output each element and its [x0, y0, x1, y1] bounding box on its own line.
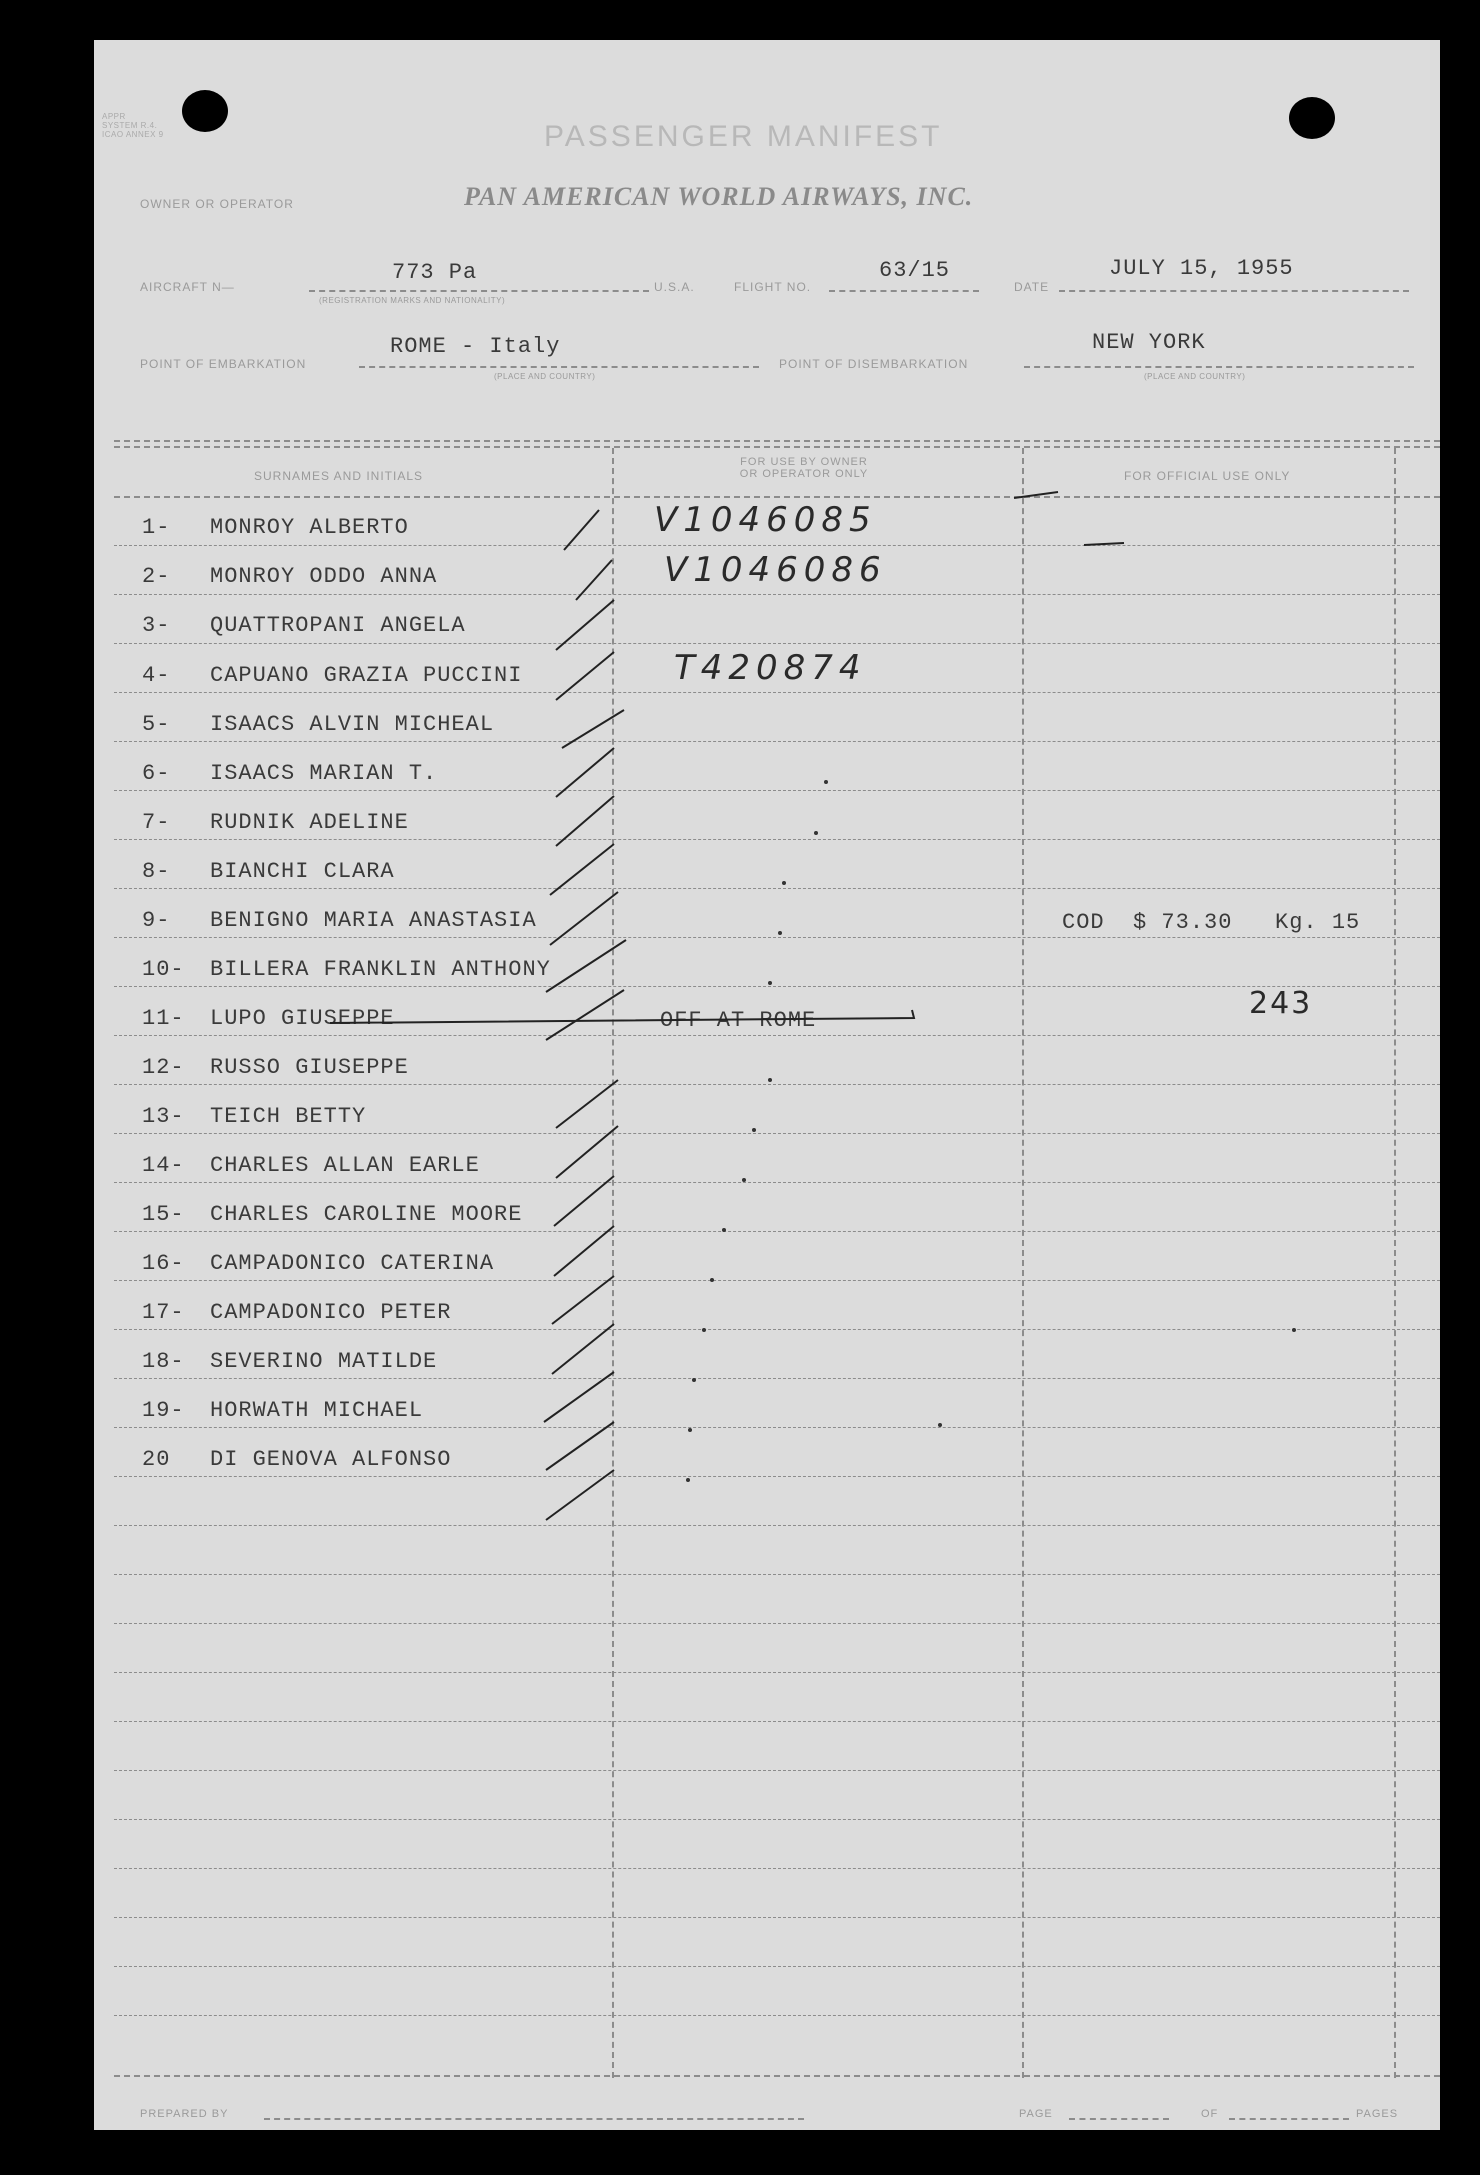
passenger-name: LUPO GIUSEPPE — [210, 1006, 395, 1031]
embarkation-value: ROME - Italy — [390, 334, 561, 359]
passenger-name: CHARLES ALLAN EARLE — [210, 1153, 480, 1178]
page-label: PAGE — [1019, 2108, 1053, 2120]
row-number: 19- — [142, 1398, 185, 1423]
owner-entry: OFF AT ROME — [660, 1008, 817, 1033]
col-header-official: FOR OFFICIAL USE ONLY — [1124, 469, 1291, 483]
owner-entry: T420874 — [674, 648, 867, 688]
passenger-name: CAMPADONICO PETER — [210, 1300, 452, 1325]
passenger-name: QUATTROPANI ANGELA — [210, 613, 466, 638]
row-number: 15- — [142, 1202, 185, 1227]
passenger-name: DI GENOVA ALFONSO — [210, 1447, 452, 1472]
date-label: DATE — [1014, 280, 1050, 294]
row-number: 20 — [142, 1447, 171, 1472]
row-number: 2- — [142, 564, 171, 589]
passenger-name: TEICH BETTY — [210, 1104, 367, 1129]
row-number: 18- — [142, 1349, 185, 1374]
passenger-name: CHARLES CAROLINE MOORE — [210, 1202, 523, 1227]
field-line — [1069, 2118, 1169, 2120]
passenger-name: RUSSO GIUSEPPE — [210, 1055, 409, 1080]
pen-marks — [94, 40, 1440, 2130]
passenger-name: MONROY ALBERTO — [210, 515, 409, 540]
flight-no-label: FLIGHT NO. — [734, 280, 812, 294]
row-number: 10- — [142, 957, 185, 982]
passenger-name: SEVERINO MATILDE — [210, 1349, 438, 1374]
embarkation-label: POINT OF EMBARKATION — [140, 357, 307, 371]
registration-value: 773 Pa — [392, 260, 478, 285]
row-number: 1- — [142, 515, 171, 540]
owner-entry: V1046085 — [654, 500, 877, 540]
row-number: 16- — [142, 1251, 185, 1276]
usa-label: U.S.A. — [654, 280, 695, 294]
place-caption: (PLACE AND COUNTRY) — [494, 372, 596, 381]
row-number: 13- — [142, 1104, 185, 1129]
date-value: JULY 15, 1955 — [1109, 256, 1294, 281]
col-header-surnames: SURNAMES AND INITIALS — [254, 469, 424, 483]
airline-name: PAN AMERICAN WORLD AIRWAYS, INC. — [464, 182, 974, 211]
tick-dots — [686, 780, 1296, 1482]
row-number: 5- — [142, 712, 171, 737]
passenger-name: ISAACS ALVIN MICHEAL — [210, 712, 495, 737]
passenger-name: ISAACS MARIAN T. — [210, 761, 438, 786]
row-number: 7- — [142, 810, 171, 835]
manifest-sheet — [94, 40, 1440, 2130]
row-number: 4- — [142, 663, 171, 688]
pages-label: PAGES — [1356, 2108, 1399, 2120]
row-number: 8- — [142, 859, 171, 884]
official-entry: COD $ 73.30 Kg. 15 — [1062, 910, 1361, 935]
passenger-name: MONROY ODDO ANNA — [210, 564, 438, 589]
document-title: PASSENGER MANIFEST — [544, 120, 943, 153]
passenger-name: BENIGNO MARIA ANASTASIA — [210, 908, 537, 933]
place-caption: (PLACE AND COUNTRY) — [1144, 372, 1246, 381]
of-label: OF — [1201, 2108, 1219, 2120]
check-marks — [330, 492, 1124, 1520]
passenger-name: BILLERA FRANKLIN ANTHONY — [210, 957, 551, 982]
owner-label: OWNER OR OPERATOR — [140, 197, 294, 211]
registration-caption: (REGISTRATION MARKS AND NATIONALITY) — [319, 296, 506, 305]
official-entry: 243 — [1249, 986, 1313, 1021]
prepared-by-label: PREPARED BY — [140, 2108, 229, 2120]
field-line — [264, 2118, 804, 2120]
passenger-name: CAMPADONICO CATERINA — [210, 1251, 495, 1276]
field-line — [1229, 2118, 1349, 2120]
passenger-name: HORWATH MICHAEL — [210, 1398, 424, 1423]
flight-no-value: 63/15 — [879, 258, 951, 283]
aircraft-label: AIRCRAFT N— — [140, 280, 235, 294]
passenger-name: BIANCHI CLARA — [210, 859, 395, 884]
row-number: 6- — [142, 761, 171, 786]
row-number: 17- — [142, 1300, 185, 1325]
row-number: 12- — [142, 1055, 185, 1080]
passenger-name: CAPUANO GRAZIA PUCCINI — [210, 663, 523, 688]
row-number: 14- — [142, 1153, 185, 1178]
disembarkation-label: POINT OF DISEMBARKATION — [779, 357, 969, 371]
passenger-name: RUDNIK ADELINE — [210, 810, 409, 835]
row-number: 3- — [142, 613, 171, 638]
corner-text: APPR SYSTEM R.4. ICAO ANNEX 9 — [102, 112, 164, 139]
row-number: 9- — [142, 908, 171, 933]
owner-entry: V1046086 — [664, 550, 887, 590]
disembarkation-value: NEW YORK — [1092, 330, 1206, 355]
col-header-owner: FOR USE BY OWNER OR OPERATOR ONLY — [739, 456, 869, 480]
row-number: 11- — [142, 1006, 185, 1031]
